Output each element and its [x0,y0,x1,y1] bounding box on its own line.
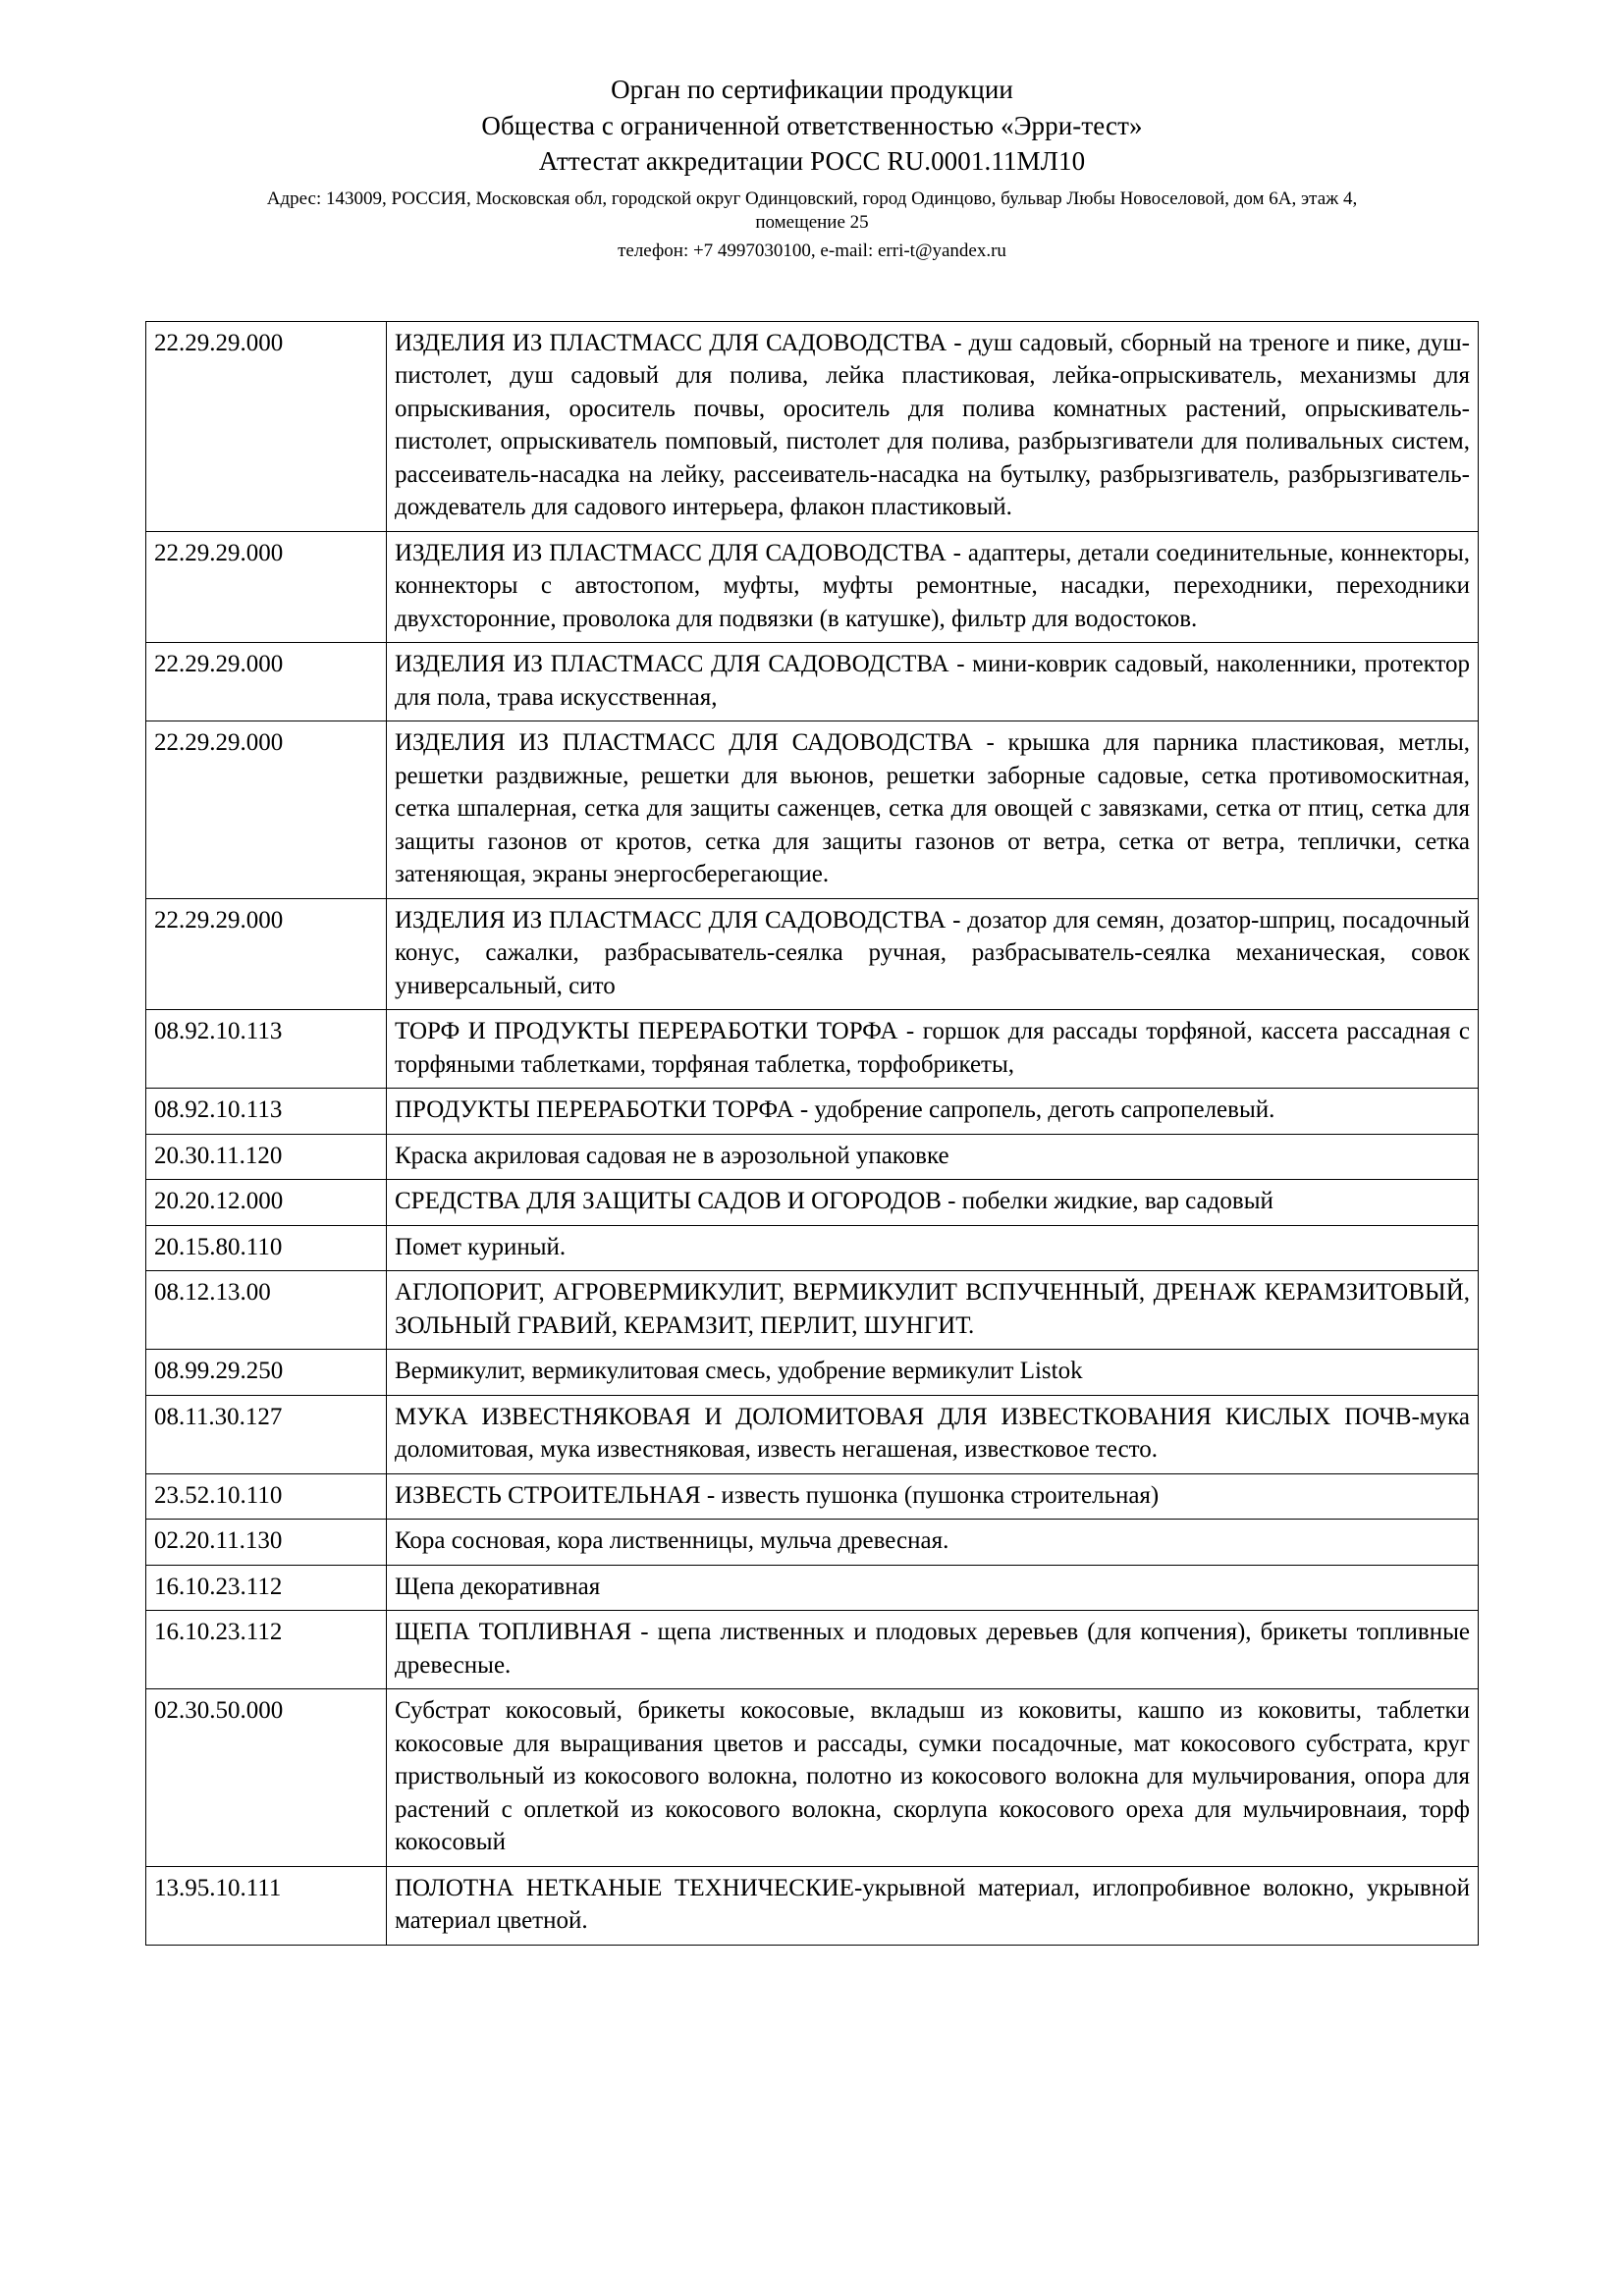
table-row [146,1225,1479,1271]
header-organization-line: Орган по сертификации продукции [611,75,1013,104]
row-code: 02.30.50.000 [146,1689,387,1867]
header-room: помещение 25 [755,212,869,234]
table-row [146,1134,1479,1180]
table-row [146,1866,1479,1945]
table-row [146,1180,1479,1226]
row-description: АГЛОПОРИТ, АГРОВЕРМИКУЛИТ, ВЕРМИКУЛИТ ВСПУЧЕННЫЙ, ДРЕНАЖ КЕРАМЗИТОВЫЙ, ЗОЛЬНЫЙ ГРАВИЙ, КЕРАМЗИТ, ПЕРЛИТ, ШУНГИТ. [387,1271,1479,1350]
row-code: 08.99.29.250 [146,1350,387,1396]
row-description: Помет куриный. [387,1225,1479,1271]
row-code: 20.30.11.120 [146,1134,387,1180]
table-row [146,1520,1479,1566]
table-row [146,1473,1479,1520]
table-row [146,1089,1479,1135]
table-row [146,321,1479,531]
header-address: Адрес: 143009, РОССИЯ, Московская обл, городской округ Одинцовский, город Одинцово, бульвар Любы Новоселовой, дом 6А, этаж 4, [266,187,1358,209]
header-accreditation-line: Аттестат аккредитации РОСС RU.0001.11МЛ10 [538,146,1086,177]
row-code: 23.52.10.110 [146,1473,387,1520]
row-description: ПРОДУКТЫ ПЕРЕРАБОТКИ ТОРФА - удобрение сапропель, деготь сапропелевый. [387,1089,1479,1135]
row-description: ИЗДЕЛИЯ ИЗ ПЛАСТМАСС ДЛЯ САДОВОДСТВА - душ садовый, сборный на треноге и пике, душ-пистолет, душ садовый для полива, лейка пластиковая, лейка-опрыскиватель, механизмы для опрыскивания, ороситель почвы, ороситель для полива комнатных растений, опрыскиватель-пистолет, опрыскиватель помповый, пистолет для полива, разбрызгиватели для поливальных систем, рассеиватель-насадка на лейку, рассеиватель-насадка на бутылку, разбрызгиватель, разбрызгиватель-дождеватель для садового интерьера, флакон пластиковый. [387,321,1479,531]
table-row [146,531,1479,643]
row-code: 22.29.29.000 [146,643,387,721]
header-phone-email: телефон: +7 4997030100, e-mail: erri-t@yandex.ru [618,240,1006,262]
row-description: Щепа декоративная [387,1565,1479,1611]
row-code: 16.10.23.112 [146,1611,387,1689]
row-code: 22.29.29.000 [146,898,387,1010]
row-description: ИЗДЕЛИЯ ИЗ ПЛАСТМАСС ДЛЯ САДОВОДСТВА - дозатор для семян, дозатор-шприц, посадочный конус, сажалки, разбрасыватель-сеялка ручная, разбрасыватель-сеялка механическая, совок универсальный, сито [387,898,1479,1010]
row-description: Краска акриловая садовая не в аэрозольной упаковке [387,1134,1479,1180]
row-code: 20.20.12.000 [146,1180,387,1226]
row-description: СРЕДСТВА ДЛЯ ЗАЩИТЫ САДОВ И ОГОРОДОВ - побелки жидкие, вар садовый [387,1180,1479,1226]
row-code: 22.29.29.000 [146,531,387,643]
header-company-line: Общества с ограниченной ответственностью «Эрри-тест» [481,110,1143,140]
table-row [146,721,1479,899]
row-description: Вермикулит, вермикулитовая смесь, удобрение вермикулит Listok [387,1350,1479,1396]
row-description: ИЗДЕЛИЯ ИЗ ПЛАСТМАСС ДЛЯ САДОВОДСТВА - адаптеры, детали соединительные, коннекторы, коннекторы с автостопом, муфты, муфты ремонтные, насадки, переходники, переходники двухсторонние, проволока для подвязки (в катушке), фильтр для водостоков. [387,531,1479,643]
table-row [146,1565,1479,1611]
row-code: 08.12.13.00 [146,1271,387,1350]
table-row [146,1611,1479,1689]
product-table [145,321,1479,1946]
table-row [146,1010,1479,1089]
row-description: ИЗДЕЛИЯ ИЗ ПЛАСТМАСС ДЛЯ САДОВОДСТВА - мини-коврик садовый, наколенники, протектор для пола, трава искусственная, [387,643,1479,721]
row-description: ИЗВЕСТЬ СТРОИТЕЛЬНАЯ - известь пушонка (пушонка строительная) [387,1473,1479,1520]
table-row [146,1350,1479,1396]
row-description: Кора сосновая, кора лиственницы, мульча древесная. [387,1520,1479,1566]
table-row [146,898,1479,1010]
row-code: 22.29.29.000 [146,321,387,531]
product-table-wrapper [145,321,1479,1946]
product-table-body [146,321,1479,1945]
row-description: МУКА ИЗВЕСТНЯКОВАЯ И ДОЛОМИТОВАЯ ДЛЯ ИЗВЕСТКОВАНИЯ КИСЛЫХ ПОЧВ-мука доломитовая, мука известняковая, известь негашеная, известковое тесто. [387,1395,1479,1473]
row-description: Субстрат кокосовый, брикеты кокосовые, вкладыш из коковиты, кашпо из коковиты, таблетки кокосовые для выращивания цветов и рассады, сумки посадочные, мат кокосового субстрата, круг приствольный из кокосового волокна, полотно из кокосового волокна для мульчирования, опора для растений с оплеткой из кокосового волокна, скорлупа кокосового ореха для мульчировнаия, торф кокосовый [387,1689,1479,1867]
document-header [145,73,1479,264]
table-row [146,1689,1479,1867]
row-description: ТОРФ И ПРОДУКТЫ ПЕРЕРАБОТКИ ТОРФА - горшок для рассады торфяной, кассета рассадная с торфяными таблетками, торфяная таблетка, торфобрикеты, [387,1010,1479,1089]
row-code: 08.92.10.113 [146,1010,387,1089]
row-code: 16.10.23.112 [146,1565,387,1611]
row-code: 22.29.29.000 [146,721,387,899]
row-description: ЩЕПА ТОПЛИВНАЯ - щепа лиственных и плодовых деревьев (для копчения), брикеты топливные древесные. [387,1611,1479,1689]
table-row [146,1271,1479,1350]
row-code: 02.20.11.130 [146,1520,387,1566]
row-description: ПОЛОТНА НЕТКАНЫЕ ТЕХНИЧЕСКИЕ-укрывной материал, иглопробивное волокно, укрывной материал цветной. [387,1866,1479,1945]
table-row [146,643,1479,721]
row-code: 08.92.10.113 [146,1089,387,1135]
row-code: 08.11.30.127 [146,1395,387,1473]
row-description: ИЗДЕЛИЯ ИЗ ПЛАСТМАСС ДЛЯ САДОВОДСТВА - крышка для парника пластиковая, метлы, решетки раздвижные, решетки для вьюнов, решетки заборные садовые, сетка противомоскитная, сетка шпалерная, сетка для защиты саженцев, сетка для овощей с завязками, сетка от птиц, сетка для защиты газонов от кротов, сетка для защиты газонов от ветра, сетка от ветра, теплички, сетка затеняющая, экраны энергосберегающие. [387,721,1479,899]
table-row [146,1395,1479,1473]
row-code: 13.95.10.111 [146,1866,387,1945]
row-code: 20.15.80.110 [146,1225,387,1271]
